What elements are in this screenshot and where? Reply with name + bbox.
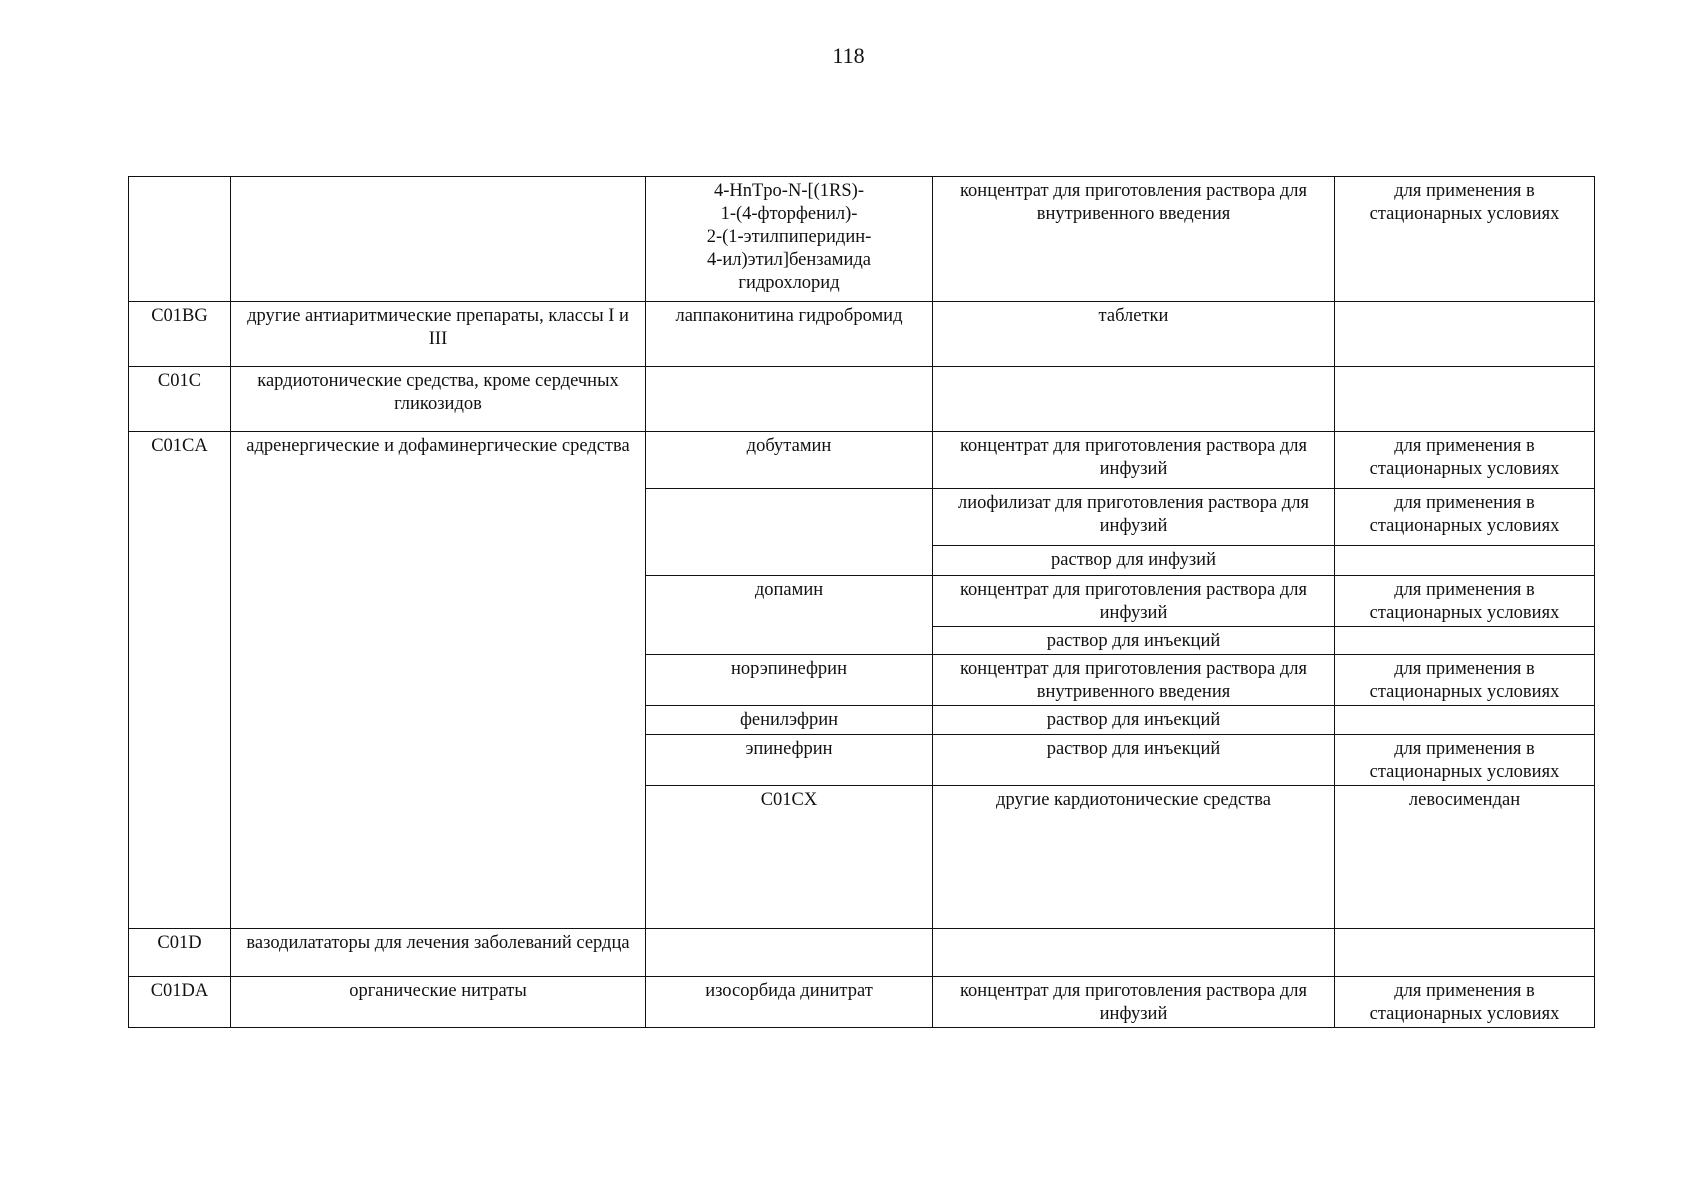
dosage-form-cell [933, 367, 1335, 432]
table-row [129, 977, 1595, 1028]
atc-code-cell: C01CA [129, 432, 231, 929]
dosage-form-cell: концентрат для приготовления раствора для инфузий [933, 576, 1335, 627]
table-row [129, 302, 1595, 367]
dosage-form-cell: концентрат для приготовления раствора для инфузий [933, 432, 1335, 489]
substance-cell: эпинефрин [646, 735, 933, 786]
substance-cell [646, 489, 933, 576]
substance-cell: 4-HnTpo-N-[(1RS)- 1-(4-фторфенил)- 2-(1-этилпиперидин- 4-ил)этил]бензамида гидрохлорид [646, 177, 933, 302]
dosage-form-cell: концентрат для приготовления раствора для внутривенного введения [933, 655, 1335, 706]
atc-code-cell: C01BG [129, 302, 231, 367]
page-number: 118 [832, 43, 865, 68]
substance-cell [646, 367, 933, 432]
group-cell: вазодилататоры для лечения заболеваний сердца [231, 929, 646, 977]
dosage-form-cell [933, 929, 1335, 977]
group-cell: другие антиаритмические препараты, классы I и III [231, 302, 646, 367]
note-cell: для применения в стационарных условиях [1335, 576, 1595, 627]
note-cell [1335, 627, 1595, 655]
note-cell: для применения в стационарных условиях [1335, 735, 1595, 786]
substance-cell: лаппаконитина гидробромид [646, 302, 933, 367]
note-cell [1335, 367, 1595, 432]
dosage-form-cell: раствор для инъекций [933, 735, 1335, 786]
dosage-form-cell: лиофилизат для приготовления раствора для инфузий [933, 489, 1335, 546]
substance-cell: фенилэфрин [646, 706, 933, 735]
atc-code-cell: C01CX [646, 786, 933, 929]
note-cell: для применения в стационарных условиях [1335, 655, 1595, 706]
group-cell: кардиотонические средства, кроме сердечных гликозидов [231, 367, 646, 432]
table-row [129, 929, 1595, 977]
note-cell [1335, 706, 1595, 735]
substance-cell: добутамин [646, 432, 933, 489]
atc-code-cell: C01D [129, 929, 231, 977]
table-row [129, 367, 1595, 432]
note-cell [1335, 546, 1595, 576]
atc-code-cell: C01C [129, 367, 231, 432]
note-cell: для применения в стационарных условиях [1335, 977, 1595, 1028]
dosage-form-cell: таблетки [933, 302, 1335, 367]
note-cell: для применения в стационарных условиях [1335, 177, 1595, 302]
dosage-form-cell: концентрат для приготовления раствора для внутривенного введения [933, 177, 1335, 302]
table-row [129, 177, 1595, 302]
note-cell [1335, 929, 1595, 977]
substance-cell [646, 929, 933, 977]
dosage-form-cell: раствор для инфузий [933, 546, 1335, 576]
note-cell [1335, 302, 1595, 367]
group-cell: другие кардиотонические средства [933, 786, 1335, 929]
dosage-form-cell: концентрат для приготовления раствора для инфузий [933, 977, 1335, 1028]
dosage-form-cell: раствор для инъекций [933, 627, 1335, 655]
substance-cell: допамин [646, 576, 933, 655]
table-row [129, 432, 1595, 489]
note-cell: для применения в стационарных условиях [1335, 432, 1595, 489]
group-cell [231, 177, 646, 302]
group-cell: органические нитраты [231, 977, 646, 1028]
substance-cell: левосимендан [1335, 786, 1595, 929]
note-cell: для применения в стационарных условиях [1335, 489, 1595, 546]
drug-table [128, 176, 1595, 1028]
atc-code-cell [129, 177, 231, 302]
substance-cell: изосорбида динитрат [646, 977, 933, 1028]
substance-cell: норэпинефрин [646, 655, 933, 706]
dosage-form-cell: раствор для инъекций [933, 706, 1335, 735]
atc-code-cell: C01DA [129, 977, 231, 1028]
group-cell: адренергические и дофаминергические средства [231, 432, 646, 929]
